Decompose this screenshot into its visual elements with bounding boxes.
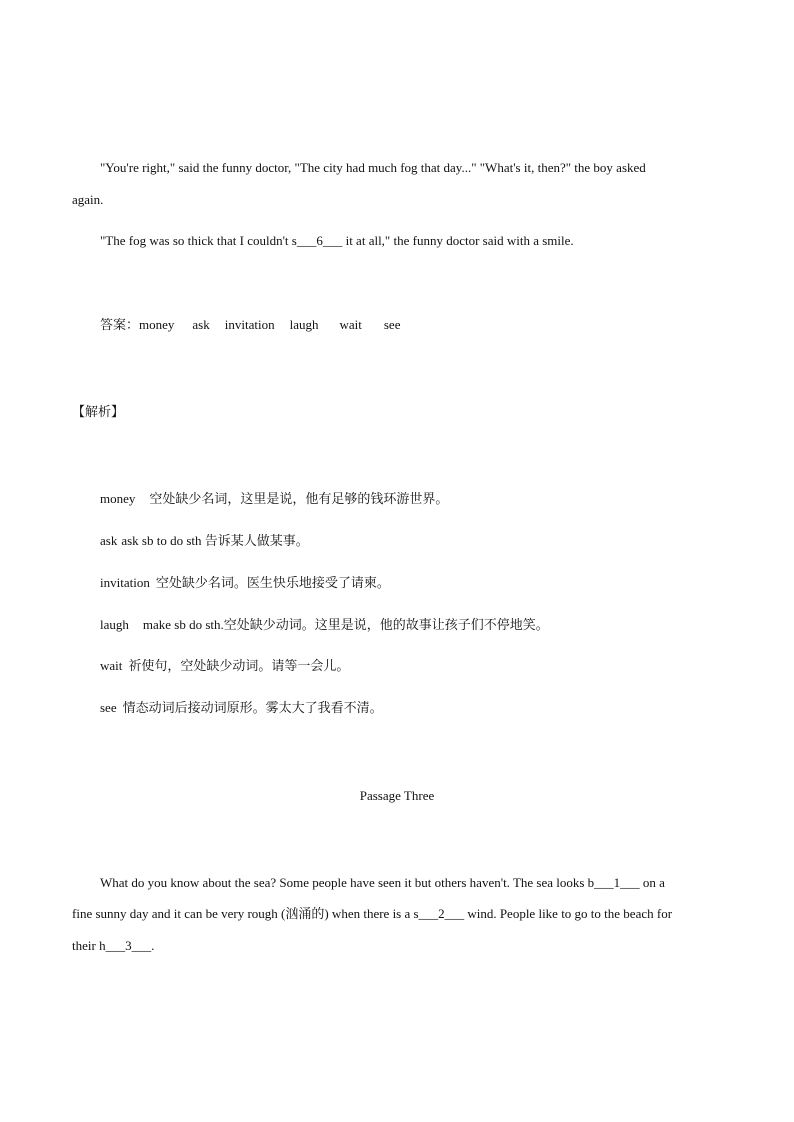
analysis-text: 祈使句，空处缺少动词。请等一会儿。	[128, 658, 350, 673]
analysis-text: 空处缺少名词。医生快乐地接受了请柬。	[155, 575, 390, 590]
paragraph-2: "The fog was so thick that I couldn't s___6___ it at all," the funny doctor said with a smile.	[100, 233, 574, 248]
analysis-heading: 【解析】	[72, 404, 125, 419]
analysis-text: 空处缺少名词，这里是说，他有足够的钱环游世界。	[149, 491, 449, 506]
paragraph-1-line-1: "You're right," said the funny doctor, "The city had much fog that day..." "What's it, then?" the boy asked	[100, 160, 646, 175]
analysis-word: laugh	[100, 617, 129, 632]
answer-word: wait	[339, 317, 362, 332]
analysis-word: money	[100, 491, 136, 506]
answer-word: see	[383, 317, 401, 332]
analysis-item	[100, 533, 309, 549]
answer-line	[100, 317, 400, 333]
analysis-word: see	[100, 700, 117, 715]
analysis-text: 情态动词后接动词原形。雾太大了我看不清。	[122, 700, 383, 715]
analysis-item	[100, 658, 349, 674]
answer-word: invitation	[224, 317, 275, 332]
analysis-item	[100, 700, 383, 716]
passage-title: Passage Three	[359, 788, 435, 803]
answer-word: money	[139, 317, 175, 332]
analysis-text: ask sb to do sth 告诉某人做某事。	[121, 533, 309, 548]
analysis-text: make sb do sth.空处缺少动词。这里是说，他的故事让孩子们不停地笑。	[142, 617, 549, 632]
passage-line-1: What do you know about the sea? Some people have seen it but others haven't. The sea looks b___1___ on a	[100, 875, 665, 890]
passage-line-2: fine sunny day and it can be very rough (汹涌的) when there is a s___2___ wind. People like to go to the beach for	[72, 906, 673, 921]
analysis-word: wait	[100, 658, 123, 673]
answer-word: ask	[192, 317, 210, 332]
answer-word: laugh	[289, 317, 319, 332]
analysis-word: ask	[100, 533, 118, 548]
answer-label: 答案：	[100, 317, 140, 332]
analysis-word: invitation	[100, 575, 150, 590]
passage-line-3: their h___3___.	[72, 938, 155, 953]
analysis-item	[100, 575, 390, 591]
analysis-item	[100, 617, 549, 633]
paragraph-1-line-2: again.	[72, 192, 104, 207]
analysis-item	[100, 491, 448, 507]
